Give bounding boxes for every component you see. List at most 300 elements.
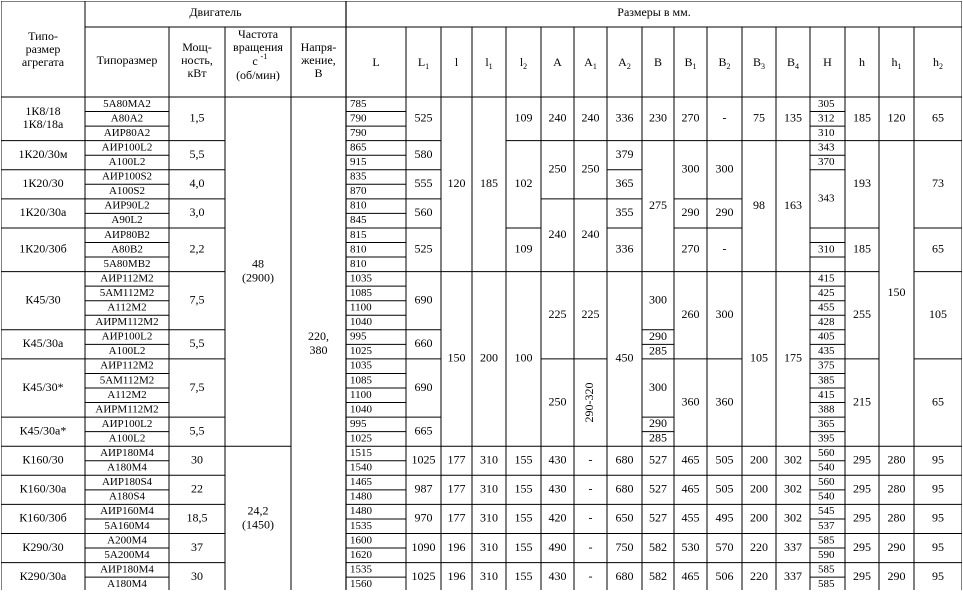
dim-L-cell: 1100 — [350, 301, 372, 314]
motor-type-cell: АИР100L2 — [101, 141, 153, 154]
span-B_K45a_1: 290 — [649, 328, 667, 343]
dim-A2-cell: 750 — [615, 539, 634, 554]
dim-L-cell: 785 — [350, 97, 367, 110]
dim-L1-cell: 1025 — [411, 452, 436, 467]
span-B1_1K20m: 300 — [681, 161, 700, 176]
dim-L-cell: 1480 — [350, 490, 372, 503]
span-B2_1K20b: - — [722, 241, 727, 256]
span-B2_K45s: 360 — [715, 394, 734, 409]
dim-L1-cell: 555 — [414, 176, 433, 191]
dim-A1-cell: - — [588, 568, 593, 583]
unit-type-cell: 1К20/30 — [22, 176, 64, 191]
span-B1_1K20a: 290 — [681, 205, 700, 220]
span-l1_1K20: 185 — [480, 176, 498, 191]
dim-L-cell: 790 — [350, 126, 367, 139]
dim-B2-cell: 505 — [715, 481, 734, 496]
dim-B-cell: 582 — [649, 568, 667, 583]
power-cell: 5,5 — [189, 423, 205, 438]
span-B4_1K20: 163 — [784, 197, 802, 212]
dim-H-cell: 365 — [818, 417, 835, 430]
span-A_K45: 225 — [548, 307, 567, 321]
dim-h-cell: 295 — [853, 452, 871, 467]
dim-L1-cell: 580 — [414, 146, 433, 161]
power-cell: 2,2 — [189, 241, 205, 256]
dim-L-cell: 1040 — [350, 316, 372, 329]
motor-type-cell: АИР180М4 — [100, 447, 154, 460]
dim-l1-cell: 310 — [480, 481, 498, 496]
power-cell: 3,0 — [189, 205, 205, 220]
dim-L-cell: 1620 — [350, 548, 372, 561]
span-A1_1K20b: 240 — [581, 226, 600, 241]
header-dim-B4: $B_4$ — [786, 54, 800, 71]
dim-B2-cell: 495 — [715, 510, 734, 525]
dim-L-cell: 1535 — [350, 519, 372, 532]
dim-L-cell: 1600 — [350, 534, 372, 547]
power-cell: 30 — [191, 568, 203, 583]
span-B_K45as_1: 290 — [649, 416, 667, 431]
unit-type-cell: 1К8/18 — [25, 104, 61, 119]
span-B1_1K20b: 270 — [681, 241, 700, 256]
power-cell: 30 — [191, 452, 203, 467]
voltage-cell: 380 — [309, 343, 328, 358]
motor-type-cell: 5А80МА2 — [103, 97, 151, 110]
dim-L-cell: 790 — [350, 112, 367, 125]
dim-H-cell: 540 — [818, 461, 835, 474]
dim-H-cell: 415 — [818, 272, 835, 285]
dim-B1-cell: 270 — [681, 110, 700, 125]
dim-l2-cell: 155 — [514, 510, 533, 525]
dim-H-cell: 435 — [818, 345, 835, 358]
header-power: Мощ- — [182, 39, 212, 54]
motor-type-cell: А80А2 — [110, 112, 144, 125]
dim-L-cell: 1035 — [350, 359, 372, 372]
dim-A2-cell: 379 — [615, 146, 634, 161]
span-A_K45s: 250 — [548, 394, 567, 409]
dim-h1-cell: 280 — [887, 452, 906, 467]
header-dim-L1: $L_1$ — [417, 54, 430, 71]
unit-type-cell: К45/30 — [25, 292, 61, 307]
dim-B-cell: 230 — [649, 110, 667, 125]
header-freq: с — [252, 53, 258, 68]
motor-type-cell: АИР90L2 — [104, 199, 150, 212]
power-cell: 37 — [191, 539, 203, 554]
unit-type-cell: 1К20/30б — [19, 241, 67, 256]
dim-l2-cell: 155 — [514, 539, 533, 554]
span-A_1K20b: 240 — [548, 226, 567, 241]
span-B_K45a_2: 285 — [649, 343, 667, 358]
span-h_1K20b: 185 — [853, 241, 871, 256]
dim-H-cell: 585 — [818, 577, 835, 590]
dim-h1-cell: 290 — [887, 539, 906, 554]
power-cell: 7,5 — [189, 379, 205, 394]
dim-A-cell: 490 — [548, 539, 567, 554]
dim-A1-cell: - — [588, 510, 593, 525]
span-h2_K45s: 65 — [932, 394, 944, 409]
motor-type-cell: А180М4 — [107, 461, 147, 474]
motor-type-cell: АИР180S4 — [101, 476, 153, 489]
dim-A2-cell: 680 — [615, 568, 634, 583]
freq-cell: 24,2 — [247, 503, 269, 518]
power-cell: 7,5 — [189, 292, 205, 307]
dim-H-cell: 560 — [818, 476, 835, 489]
span-B1_K45s: 360 — [681, 394, 700, 409]
dim-H-cell: 385 — [818, 374, 835, 387]
motor-type-cell: АИРМ112М2 — [95, 316, 159, 329]
dim-L1-cell: 525 — [414, 110, 433, 125]
span-l2_1K20b: 109 — [514, 241, 533, 256]
header-dim-l1: $l_1$ — [485, 54, 493, 71]
unit-type-cell: 1К20/30а — [19, 205, 67, 220]
span-B1_K45: 260 — [681, 307, 700, 321]
dim-L-cell: 815 — [350, 228, 367, 241]
motor-type-cell: АИР100L2 — [101, 330, 153, 343]
dim-B1-cell: 465 — [681, 452, 700, 467]
dim-L-cell: 1040 — [350, 403, 372, 416]
header-dim-A1: $A_1$ — [584, 54, 597, 71]
dim-B1-cell: 465 — [681, 568, 700, 583]
unit-type-cell: К290/30а — [19, 568, 67, 583]
dim-L1-cell: 665 — [414, 423, 433, 438]
motor-type-cell: А200М4 — [107, 534, 147, 547]
dim-h-cell: 295 — [853, 568, 871, 583]
dim-H-cell: 395 — [818, 432, 835, 445]
span-B_K45as_2: 285 — [649, 430, 667, 445]
span-B4_K45: 175 — [784, 350, 802, 365]
dim-A-cell: 430 — [548, 568, 567, 583]
header-power: кВт — [187, 65, 207, 80]
dim-h1-cell: 280 — [887, 510, 906, 525]
dim-H-cell: 388 — [818, 403, 835, 416]
dim-L-cell: 1100 — [350, 388, 372, 401]
dim-l1-cell: 310 — [480, 568, 498, 583]
dim-l-cell: 196 — [447, 539, 466, 554]
header-sizes: Размеры в мм. — [617, 4, 691, 19]
span-B3_K45: 105 — [750, 350, 768, 365]
header-dim-l2: $l_2$ — [519, 54, 528, 71]
dim-H-cell: 425 — [818, 286, 835, 299]
header-dim-h2: $h_2$ — [933, 54, 943, 71]
header-dim-B: B — [653, 54, 663, 69]
dim-A2-cell: 365 — [615, 176, 634, 191]
dim-A2-cell: 355 — [615, 205, 634, 220]
motor-type-cell: АИРМ112М2 — [95, 403, 159, 416]
unit-type-cell: 1К8/18а — [22, 117, 64, 132]
dim-A2-cell: 680 — [615, 481, 634, 496]
dim-h-cell: 295 — [853, 539, 871, 554]
dim-A-cell: 420 — [548, 510, 567, 525]
dim-B2-cell: 570 — [715, 539, 734, 554]
motor-type-cell: АИР180М4 — [100, 563, 154, 576]
dim-l1-cell: 310 — [480, 510, 498, 525]
motor-type-cell: АИР80А2 — [103, 126, 151, 139]
dim-H-cell: 312 — [818, 112, 835, 125]
unit-type-cell: К160/30а — [19, 481, 67, 496]
freq-cell: (1450) — [242, 517, 274, 532]
header-engine: Двигатель — [189, 4, 242, 19]
dim-H-cell: 585 — [818, 563, 835, 576]
dim-L-cell: 1085 — [350, 286, 372, 299]
dim-H-cell: 415 — [818, 388, 835, 401]
dim-H-cell: 537 — [818, 519, 835, 532]
dim-L-cell: 1515 — [350, 447, 372, 460]
dim-B3-cell: 220 — [750, 539, 768, 554]
dimension-table-grid — [1, 1, 962, 590]
dim-B4-cell: 302 — [784, 510, 802, 525]
header-dim-B2: $B_2$ — [718, 54, 731, 71]
dim-h1-cell: 290 — [887, 568, 906, 583]
dim-A1-cell: 240 — [581, 110, 600, 125]
dim-l1-cell: 310 — [480, 452, 498, 467]
dim-l-cell: 196 — [447, 568, 466, 583]
motor-type-cell: АИР100S2 — [101, 170, 153, 183]
span-B2_1K20m: 300 — [715, 161, 734, 176]
span-l2_1K20: 102 — [514, 176, 533, 191]
dim-H-cell: 305 — [818, 97, 835, 110]
dim-B4-cell: 337 — [784, 568, 802, 583]
dim-h2-cell: 95 — [932, 568, 944, 583]
dim-h1-cell: 120 — [887, 110, 906, 125]
dim-L-cell: 810 — [350, 257, 367, 270]
dim-L1-cell: 970 — [414, 510, 433, 525]
dim-L1-cell: 660 — [414, 336, 433, 351]
dim-B3-cell: 200 — [750, 510, 768, 525]
dim-A2-cell: 650 — [615, 510, 634, 525]
dim-H-cell: 310 — [818, 243, 835, 256]
dim-l-cell: 177 — [447, 481, 466, 496]
unit-type-cell: 1К20/30м — [18, 146, 68, 161]
header-dim-H: H — [823, 54, 832, 69]
unit-type-cell: К160/30 — [22, 452, 64, 467]
dim-A-cell: 430 — [548, 452, 567, 467]
motor-type-cell: АИР160М4 — [100, 505, 154, 518]
dim-L-cell: 845 — [350, 214, 367, 227]
dim-L-cell: 1540 — [350, 461, 372, 474]
header-power: ность, — [181, 52, 213, 67]
dim-L-cell: 1560 — [350, 577, 372, 590]
motor-type-cell: А100L2 — [108, 432, 146, 445]
dim-h2-cell: 95 — [932, 510, 944, 525]
span-h2_1K20: 73 — [932, 176, 944, 191]
dim-l2-cell: 155 — [514, 568, 533, 583]
dim-A1-cell: - — [588, 452, 593, 467]
dim-l-cell: 177 — [447, 452, 466, 467]
dim-B3-cell: 75 — [753, 110, 765, 125]
dim-L1-cell: 1090 — [411, 539, 436, 554]
power-cell: 5,5 — [189, 146, 205, 161]
header-dim-l: l — [454, 54, 459, 69]
span-A2_K45: 450 — [615, 350, 634, 365]
dim-L-cell: 995 — [350, 417, 367, 430]
header-dim-h1: $h_1$ — [891, 54, 902, 71]
dim-L-cell: 810 — [350, 243, 367, 256]
dim-l-cell: 177 — [447, 510, 466, 525]
header-unit-type: размер — [25, 41, 61, 56]
freq-cell: 48 — [252, 256, 264, 271]
dim-B4-cell: 337 — [784, 539, 802, 554]
motor-type-cell: А112М2 — [107, 388, 147, 401]
dim-L1-cell: 560 — [414, 205, 433, 220]
dim-B2-cell: 506 — [715, 568, 734, 583]
header-dim-B1: $B_1$ — [684, 54, 697, 71]
span-B_1K20: 275 — [649, 197, 667, 212]
span-B2_K45: 300 — [715, 307, 734, 321]
unit-type-cell: К45/30* — [22, 379, 64, 394]
power-cell: 18,5 — [186, 510, 208, 525]
dim-B1-cell: 455 — [681, 510, 700, 525]
motor-type-cell: АИР80В2 — [104, 228, 150, 241]
unit-type-cell: К45/30а — [22, 336, 64, 351]
dim-H-cell: 405 — [818, 330, 835, 343]
unit-type-cell: К290/30 — [22, 539, 64, 554]
motor-type-cell: АИР112М2 — [100, 272, 154, 285]
dim-B-cell: 527 — [649, 452, 667, 467]
dim-L-cell: 870 — [350, 185, 367, 198]
dim-B1-cell: 530 — [681, 539, 700, 554]
header-voltage: В — [314, 65, 323, 80]
span-h_K45: 255 — [853, 307, 871, 321]
dim-H-cell: 540 — [818, 490, 835, 503]
dim-L-cell: 1085 — [350, 374, 372, 387]
dim-B3-cell: 200 — [750, 481, 768, 496]
span-A1_K45s: 290-320 — [582, 382, 597, 423]
header-dim-B3: $B_3$ — [752, 54, 766, 71]
span-B2_1K20a: 290 — [715, 205, 734, 220]
dim-h2-cell: 95 — [932, 452, 944, 467]
dim-l2-cell: 155 — [514, 481, 533, 496]
dim-B4-cell: 302 — [784, 481, 802, 496]
dim-L1-cell: 987 — [414, 481, 433, 496]
header-freq: Частота — [237, 26, 279, 41]
dim-h2-cell: 95 — [932, 481, 944, 496]
header-freq: (об/мин) — [236, 67, 280, 82]
span-h_1K20: 193 — [853, 176, 871, 191]
dim-L-cell: 915 — [350, 156, 367, 169]
dim-L-cell: 1025 — [350, 345, 372, 358]
unit-type-cell: К160/30б — [19, 510, 67, 525]
header-motor-type: Типоразмер — [96, 52, 158, 67]
span-A1_K45: 225 — [581, 307, 600, 321]
motor-type-cell: 5АМ112М2 — [99, 286, 155, 299]
header-dim-A2: $A_2$ — [618, 54, 631, 71]
header-unit-type: агрегата — [21, 54, 65, 69]
dim-H-cell: 590 — [818, 548, 835, 561]
dim-h2-cell: 95 — [932, 539, 944, 554]
dim-H-cell: 343 — [818, 141, 835, 154]
dim-L-cell: 1035 — [350, 272, 372, 285]
dim-H-cell: 455 — [818, 301, 835, 314]
span-l_K45: 150 — [447, 350, 466, 365]
dim-B2-cell: - — [722, 110, 727, 125]
dim-L-cell: 1025 — [350, 432, 372, 445]
dim-H-cell: 343 — [818, 192, 835, 205]
dim-L-cell: 865 — [350, 141, 367, 154]
motor-type-cell: АИР112М2 — [100, 359, 154, 372]
dim-A2-cell: 680 — [615, 452, 634, 467]
dim-B4-cell: 302 — [784, 452, 802, 467]
span-A_1K20: 250 — [548, 161, 567, 176]
voltage-cell: 220, — [308, 329, 329, 344]
dim-B3-cell: 200 — [750, 452, 768, 467]
dim-B-cell: 527 — [649, 510, 667, 525]
dim-h-cell: 185 — [853, 110, 871, 125]
header-voltage: Напря- — [300, 39, 337, 54]
motor-type-cell: А112М2 — [107, 301, 147, 314]
power-cell: 4,0 — [189, 176, 205, 191]
span-l_1K20: 120 — [447, 176, 466, 191]
span-h_K45s: 215 — [853, 394, 871, 409]
power-cell: 22 — [191, 481, 203, 496]
dim-A1-cell: - — [588, 481, 593, 496]
motor-type-cell: А180М4 — [107, 577, 147, 590]
motor-type-cell: 5А200М4 — [104, 548, 150, 561]
span-h1_K: 150 — [887, 285, 906, 300]
motor-type-cell: А100L2 — [108, 156, 146, 169]
span-h2_1K20b: 65 — [932, 241, 944, 256]
dim-B-cell: 582 — [649, 539, 667, 554]
dim-l2-cell: 109 — [514, 110, 533, 125]
dim-l1-cell: 310 — [480, 539, 498, 554]
dim-L-cell: 1480 — [350, 505, 372, 518]
header-dim-L: L — [372, 54, 380, 69]
dim-H-cell: 375 — [818, 359, 835, 372]
dim-A2-cell: 336 — [615, 110, 634, 125]
dim-L1-cell: 1025 — [411, 568, 436, 583]
motor-type-cell: А90L2 — [111, 214, 143, 227]
dim-h1-cell: 280 — [887, 481, 906, 496]
dim-A2-cell: 336 — [615, 241, 634, 256]
header-voltage: жение, — [301, 52, 336, 67]
span-B3_1K20: 98 — [753, 197, 765, 212]
dim-H-cell: 585 — [818, 534, 835, 547]
dim-L-cell: 835 — [350, 170, 367, 183]
motor-type-cell: А100L2 — [108, 345, 146, 358]
dim-A-cell: 240 — [548, 110, 567, 125]
unit-type-cell: К45/30а* — [19, 423, 67, 438]
dim-H-cell: 560 — [818, 447, 835, 460]
dim-B3-cell: 220 — [750, 568, 768, 583]
dim-H-cell: 310 — [818, 126, 835, 139]
dim-L-cell: 1465 — [350, 476, 372, 489]
dim-L1-cell: 525 — [414, 241, 433, 256]
dim-L-cell: 1535 — [350, 563, 372, 576]
motor-type-cell: А100S2 — [108, 185, 146, 198]
dim-H-cell: 370 — [818, 156, 835, 169]
dim-L-cell: 995 — [350, 330, 367, 343]
dim-h2-cell: 65 — [932, 110, 944, 125]
motor-type-cell: АИР100L2 — [101, 417, 153, 430]
header-dim-A: A — [553, 54, 562, 69]
span-l2_K45: 100 — [514, 350, 533, 365]
dim-B-cell: 527 — [649, 481, 667, 496]
dim-H-cell: 545 — [818, 505, 835, 518]
span-A1_1K20: 250 — [581, 161, 600, 176]
motor-type-cell: А80В2 — [111, 243, 143, 256]
span-B_K45: 300 — [649, 292, 667, 307]
motor-type-cell: 5А80МВ2 — [103, 257, 151, 270]
dim-A-cell: 430 — [548, 481, 567, 496]
header-freq: вращения — [233, 39, 283, 54]
span-B_K45s: 300 — [649, 379, 667, 394]
freq-cell: (2900) — [242, 270, 274, 285]
header-dim-h: h — [859, 54, 865, 69]
power-cell: 5,5 — [189, 336, 205, 351]
dim-B2-cell: 505 — [715, 452, 734, 467]
dim-h-cell: 295 — [853, 510, 871, 525]
dim-L-cell: 810 — [350, 199, 367, 212]
header-unit-type: Типо- — [28, 28, 58, 43]
dim-l2-cell: 155 — [514, 452, 533, 467]
span-h2_K45: 105 — [929, 307, 947, 321]
